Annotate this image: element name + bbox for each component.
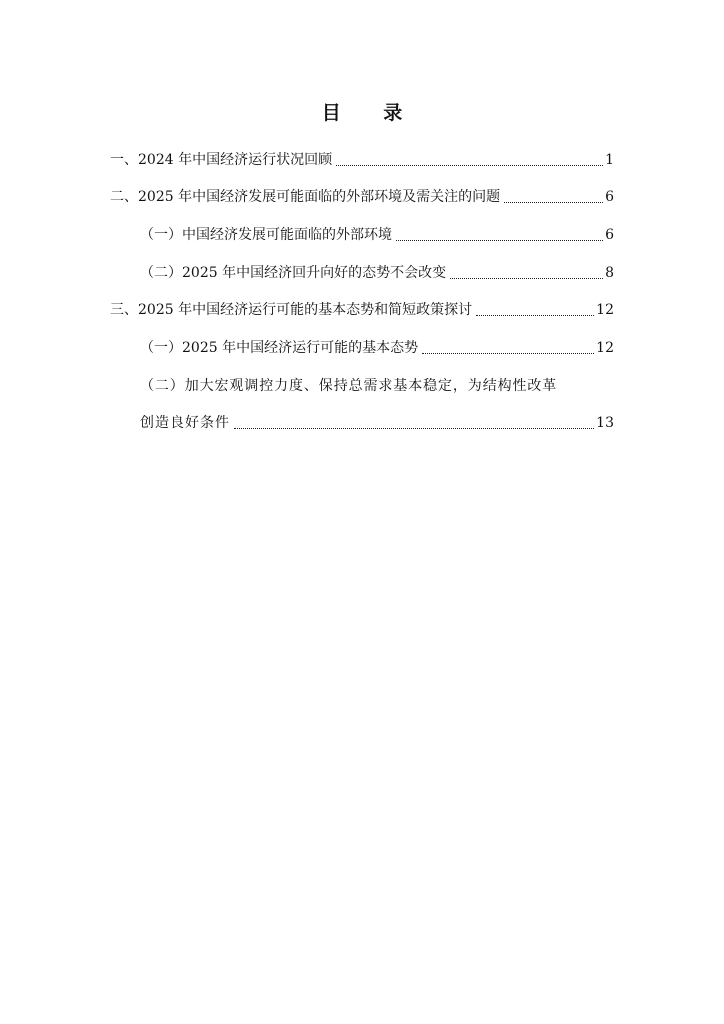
toc-page-number: 1 bbox=[605, 152, 614, 168]
toc-entry-3-2-line-2[interactable] bbox=[140, 411, 614, 435]
toc-entry-2-2[interactable] bbox=[140, 261, 614, 285]
toc-dot-leader bbox=[336, 148, 603, 172]
toc-dot-leader bbox=[450, 261, 603, 285]
toc-entry-text: 三、2025 年中国经济运行可能的基本态势和简短政策探讨 bbox=[110, 302, 473, 318]
toc-entry-text: （二）加大宏观调控力度、保持总需求基本稳定，为结构性改革 bbox=[140, 378, 558, 394]
toc-page-number: 6 bbox=[605, 227, 614, 243]
toc-entry-text: （一）2025 年中国经济运行可能的基本态势 bbox=[140, 340, 419, 356]
toc-page-number: 13 bbox=[596, 415, 614, 431]
toc-entry-3-1[interactable] bbox=[140, 336, 614, 360]
toc-page-number: 6 bbox=[605, 189, 614, 205]
toc-page-number: 12 bbox=[596, 302, 614, 318]
toc-dot-leader bbox=[504, 185, 603, 209]
toc-dot-leader bbox=[234, 411, 594, 435]
toc-entry-3[interactable] bbox=[110, 298, 614, 322]
toc-entry-text: （二）2025 年中国经济回升向好的态势不会改变 bbox=[140, 265, 447, 281]
toc-entry-2-1[interactable] bbox=[140, 223, 614, 247]
toc-entry-continuation-text: 创造良好条件 bbox=[140, 415, 230, 431]
toc-entry-3-2-line-1[interactable] bbox=[140, 374, 614, 398]
toc-dot-leader bbox=[422, 336, 594, 360]
toc-page-number: 12 bbox=[596, 340, 614, 356]
toc-title: 目 录 bbox=[321, 102, 421, 124]
toc-page-number: 8 bbox=[605, 265, 614, 281]
toc-dot-leader bbox=[476, 298, 594, 322]
toc-entry-text: 一、2024 年中国经济运行状况回顾 bbox=[110, 152, 333, 168]
toc-entry-2[interactable] bbox=[110, 185, 614, 209]
toc-entry-text: 二、2025 年中国经济发展可能面临的外部环境及需关注的问题 bbox=[110, 189, 501, 205]
toc-dot-leader bbox=[396, 223, 603, 247]
toc-entry-text: （一）中国经济发展可能面临的外部环境 bbox=[140, 227, 392, 243]
toc-entry-1[interactable] bbox=[110, 148, 614, 172]
